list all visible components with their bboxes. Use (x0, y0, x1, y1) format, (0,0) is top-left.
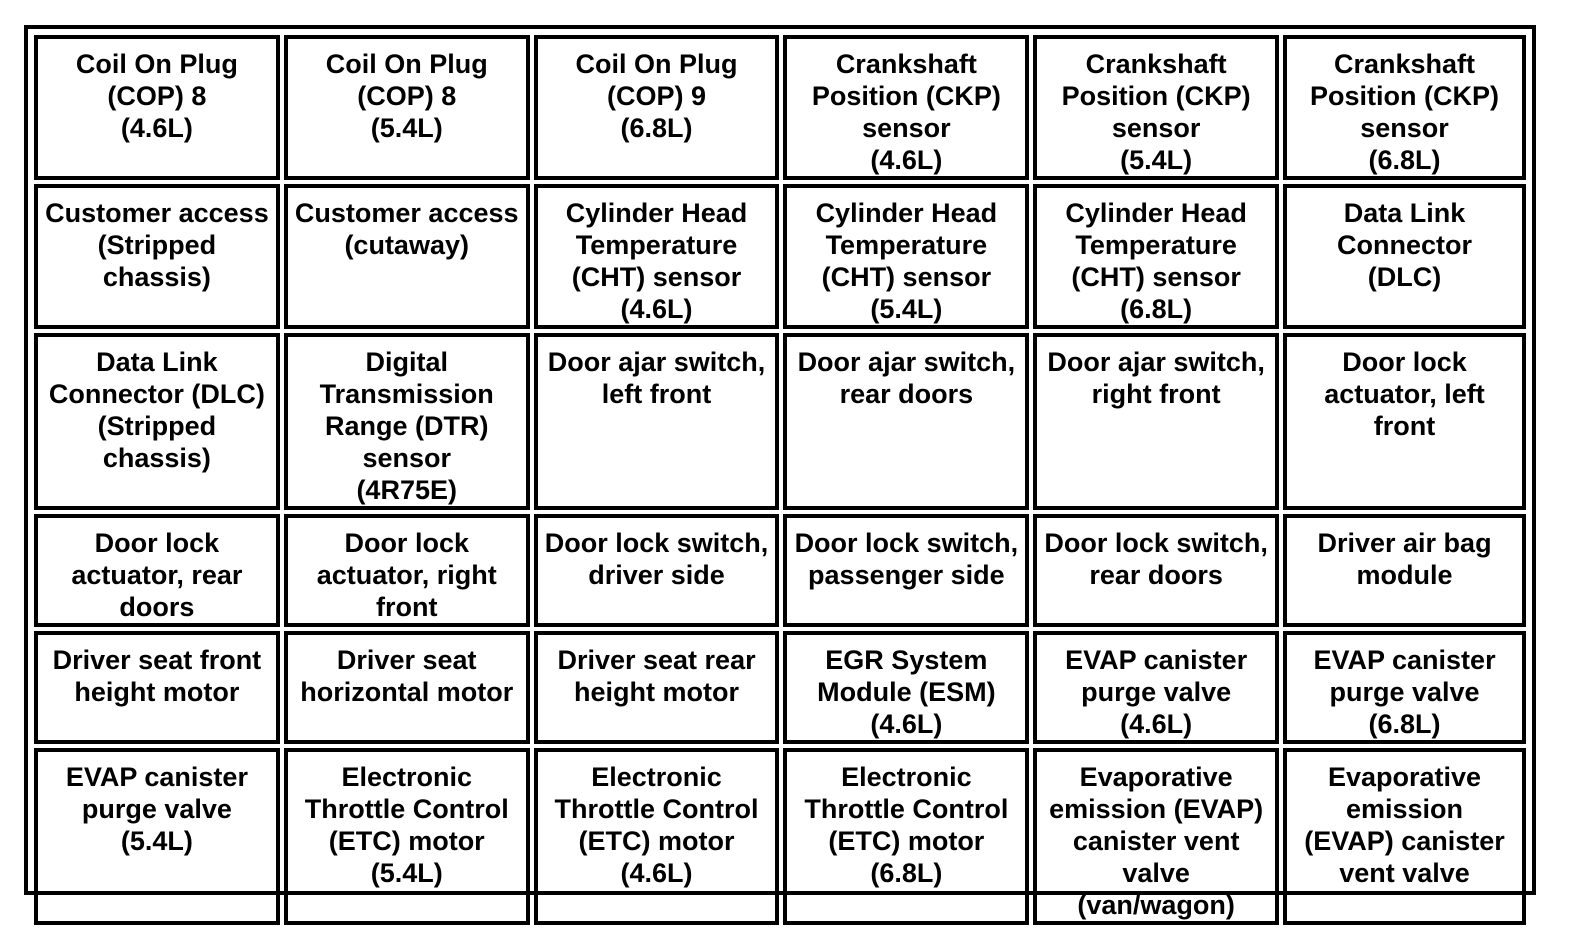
table-cell: Door lock actuator, rear doors (34, 514, 280, 627)
table-cell: Electronic Throttle Control (ETC) motor (4.6L) (534, 748, 780, 925)
table-cell: Customer access (Stripped chassis) (34, 184, 280, 329)
table-cell: Door ajar switch, right front (1033, 333, 1279, 510)
table-cell: Cylinder Head Temperature (CHT) sensor (5.4L) (783, 184, 1029, 329)
table-cell: EGR System Module (ESM) (4.6L) (783, 631, 1029, 744)
table-cell: Door lock switch, driver side (534, 514, 780, 627)
table-cell: Evaporative emission (EVAP) canister vent valve (1283, 748, 1526, 925)
table-cell: Customer access (cutaway) (284, 184, 530, 329)
table-cell: Cylinder Head Temperature (CHT) sensor (6.8L) (1033, 184, 1279, 329)
table-cell: Door lock actuator, left front (1283, 333, 1526, 510)
table-cell: Driver seat horizontal motor (284, 631, 530, 744)
table-cell: Electronic Throttle Control (ETC) motor (5.4L) (284, 748, 530, 925)
table-cell: Coil On Plug (COP) 8 (4.6L) (34, 35, 280, 180)
table-cell: EVAP canister purge valve (4.6L) (1033, 631, 1279, 744)
table-cell: Door lock actuator, right front (284, 514, 530, 627)
table-cell: Evaporative emission (EVAP) canister vent valve (van/wagon) (1033, 748, 1279, 925)
table-row (34, 631, 1526, 744)
table-cell: Door ajar switch, rear doors (783, 333, 1029, 510)
table-cell: Driver seat front height motor (34, 631, 280, 744)
table-cell: Coil On Plug (COP) 8 (5.4L) (284, 35, 530, 180)
table-cell: Data Link Connector (DLC) (1283, 184, 1526, 329)
component-grid-frame (24, 25, 1536, 920)
table-cell: Electronic Throttle Control (ETC) motor (6.8L) (783, 748, 1029, 925)
component-location-table (30, 31, 1530, 929)
table-cell: Door lock switch, rear doors (1033, 514, 1279, 627)
table-cell: Crankshaft Position (CKP) sensor (4.6L) (783, 35, 1029, 180)
table-cell: Digital Transmission Range (DTR) sensor (4R75E) (284, 333, 530, 510)
table-cell: Door ajar switch, left front (534, 333, 780, 510)
table-row (34, 514, 1526, 627)
table-cell: Driver air bag module (1283, 514, 1526, 627)
table-row (34, 333, 1526, 510)
table-cell: Driver seat rear height motor (534, 631, 780, 744)
table-cell: Data Link Connector (DLC) (Stripped chassis) (34, 333, 280, 510)
table-cell: Crankshaft Position (CKP) sensor (5.4L) (1033, 35, 1279, 180)
table-cell: EVAP canister purge valve (5.4L) (34, 748, 280, 925)
table-cell: Crankshaft Position (CKP) sensor (6.8L) (1283, 35, 1526, 180)
table-cell: Door lock switch, passenger side (783, 514, 1029, 627)
table-row (34, 748, 1526, 925)
table-cell: Cylinder Head Temperature (CHT) sensor (4.6L) (534, 184, 780, 329)
table-row (34, 35, 1526, 180)
table-cell: Coil On Plug (COP) 9 (6.8L) (534, 35, 780, 180)
table-cell: EVAP canister purge valve (6.8L) (1283, 631, 1526, 744)
table-row (34, 184, 1526, 329)
